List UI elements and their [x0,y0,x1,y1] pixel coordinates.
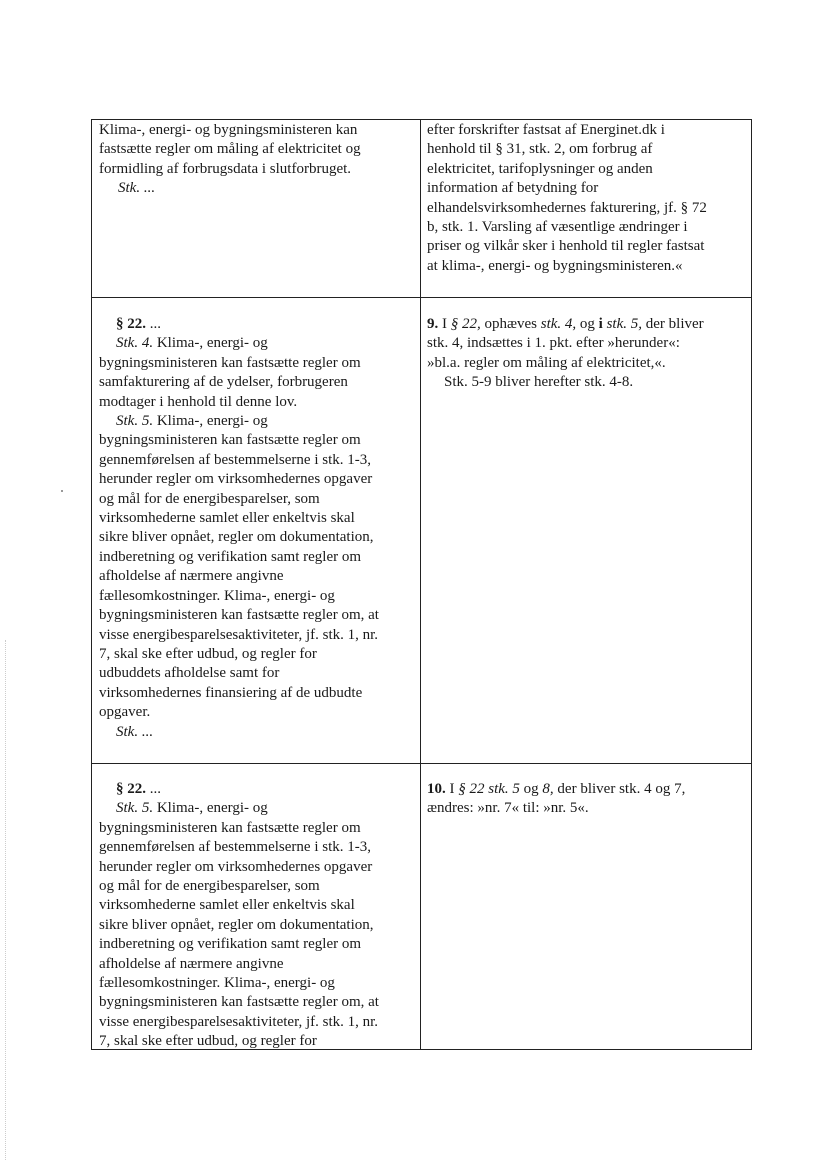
text-run: og [519,781,543,797]
text-line: elektricitet, tarifoplysninger og anden [427,160,653,177]
scan-edge-line [5,640,6,1160]
italic-ref: stk. 4, [540,316,577,332]
text-line: bygningsministeren kan fastsætte regler om, at [99,994,379,1011]
stk5-first-line [99,412,417,431]
stk-label: Stk. [116,723,139,740]
section-heading [99,780,417,799]
text-line: bygningsministeren kan fastsætte regler om [99,354,361,371]
stk5-label: Stk. 5. [116,413,154,430]
section-ellipsis: ... [146,316,161,332]
text-run: I [445,781,459,797]
row3-amendment-cell [427,780,749,819]
row2-current-law-cell [99,315,417,742]
text-line: elhandelsvirksomhedernes fakturering, jf. § 72 [427,199,707,216]
text-line: virksomhederne samlet eller enkeltvis skal [99,897,355,914]
text-line: fællesomkostninger. Klima-, energi- og [99,587,335,604]
text-line: priser og vilkår sker i henhold til regler fastsat [427,238,705,255]
stk5-text: Klima-, energi- og [153,800,268,817]
italic-ref: § 22 stk. 5 [458,781,520,797]
text-line: afholdelse af nærmere angivne [99,955,284,972]
text-line: herunder regler om virksomhedernes opgaver [99,858,373,875]
text-line: virksomhederne samlet eller enkeltvis skal [99,510,355,527]
text-line: afholdelse af nærmere angivne [99,568,284,585]
text-run: og [576,316,599,332]
text-line: fastsætte regler om måling af elektricitet og [99,141,361,158]
row-divider-2 [92,763,751,764]
text-line: 7, skal ske efter udbud, og regler for [99,645,317,662]
amendment-9-first-line [427,315,749,334]
text-line: ændres: »nr. 7« til: »nr. 5«. [427,800,589,817]
text-line: herunder regler om virksomhedernes opgaver [99,471,373,488]
stk-placeholder [99,179,417,198]
section-ellipsis: ... [146,781,161,797]
text-line: sikre bliver opnået, regler om dokumentation, [99,916,374,933]
stk4-text: Klima-, energi- og [153,335,268,352]
text-line: indberetning og verifikation samt regler om [99,548,362,565]
text-line: henhold til § 31, stk. 2, om forbrug af [427,141,653,158]
stk4-first-line [99,334,417,353]
amendment-table [91,119,752,1050]
text-line: visse energibesparelsesaktiviteter, jf. stk. 1, nr. [99,626,379,643]
text-line: visse energibesparelsesaktiviteter, jf. stk. 1, nr. [99,1013,379,1030]
text-line: gennemførelsen af bestemmelserne i stk. 1-3, [99,839,371,856]
italic-ref: § 22, [450,316,481,332]
row2-amendment-cell [427,315,749,393]
row1-current-law-cell [99,121,417,199]
text-line: og mål for de energibesparelser, som [99,490,320,507]
text-line: sikre bliver opnået, regler om dokumentation, [99,529,374,546]
row1-amendment-cell [427,121,749,276]
column-divider [420,120,421,1049]
stk5-first-line [99,799,417,818]
text-line: Klima-, energi- og bygningsministeren kan [99,122,358,138]
text-line: virksomhedernes finansiering af de udbudte [99,684,363,701]
section-heading [99,315,417,334]
stk5-label: Stk. 5. [116,800,154,817]
text-line: opgaver. [99,704,151,721]
amendment-10-first-line [427,780,749,799]
stk-ellipsis: ... [143,180,156,197]
text-line: Stk. 5-9 bliver herefter stk. 4-8. [444,374,634,391]
row-divider-1 [92,297,751,298]
text-line: bygningsministeren kan fastsætte regler om [99,432,361,449]
italic-ref: stk. 5, [606,316,643,332]
text-line: samfakturering af de ydelser, forbrugeren [99,374,348,391]
text-line: »bl.a. regler om måling af elektricitet,«. [427,354,666,371]
amendment-number: 9. [427,316,439,332]
text-line: fællesomkostninger. Klima-, energi- og [99,975,335,992]
scan-speck [61,490,63,492]
section-number: § 22. [116,781,146,797]
text-line: at klima-, energi- og bygningsministeren.« [427,257,683,274]
text-run: I [438,316,451,332]
stk-placeholder [99,723,417,742]
text-line: 7, skal ske efter udbud, og regler for [99,1033,317,1050]
amendment-number: 10. [427,781,446,797]
stk-label: Stk. [118,180,141,197]
text-line: b, stk. 1. Varsling af væsentlige ændringer i [427,219,688,236]
text-line: information af betydning for [427,180,599,197]
section-number: § 22. [116,316,146,332]
text-line: modtager i henhold til denne lov. [99,393,298,410]
text-line: indberetning og verifikation samt regler om [99,936,362,953]
text-line: bygningsministeren kan fastsætte regler om [99,819,361,836]
bold-run: i [598,316,603,332]
text-line: stk. 4, indsættes i 1. pkt. efter »herunder«: [427,335,680,352]
text-line: formidling af forbrugsdata i slutforbruget. [99,160,352,177]
text-run: der bliver stk. 4 og 7, [553,781,686,797]
text-run: der bliver [642,316,704,332]
stk5-text: Klima-, energi- og [153,413,268,430]
text-line: gennemførelsen af bestemmelserne i stk. 1-3, [99,451,371,468]
stk-ellipsis: ... [141,723,154,740]
stk4-label: Stk. 4. [116,335,154,352]
row3-current-law-cell [99,780,417,1052]
text-line: udbuddets afholdelse samt for [99,665,280,682]
italic-ref: 8, [542,781,554,797]
text-line: bygningsministeren kan fastsætte regler om, at [99,607,379,624]
text-line: og mål for de energibesparelser, som [99,878,320,895]
text-run: ophæves [480,316,541,332]
text-line: efter forskrifter fastsat af Energinet.dk i [427,122,665,138]
